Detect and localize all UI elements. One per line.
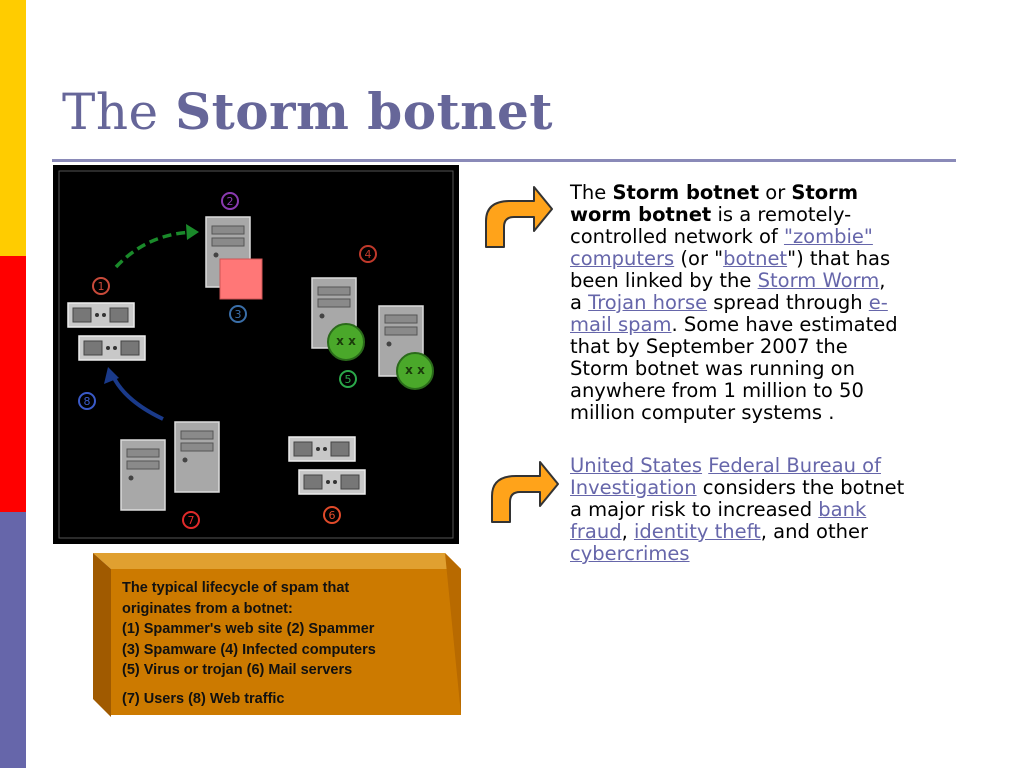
web-site-server-icon: [79, 336, 145, 360]
link-botnet[interactable]: botnet: [723, 247, 788, 270]
slide-title: [62, 82, 553, 141]
storm-botnet-description: The Storm botnet or Storm worm botnet is a remotely- controlled network of "zombie" computers (or "botnet") that has been linked by the Storm Worm, a Trojan horse spread through e- mail spam. Some have estimated that by September 2007 the Storm botnet was running on anywhere from 1 million to 50 million computer systems .: [570, 181, 898, 424]
link-email-spam[interactable]: mail spam: [570, 313, 672, 336]
web-site-server-icon: [68, 303, 134, 327]
diagram-label-1: [93, 278, 109, 294]
caption-line: (7) Users (8) Web traffic: [122, 690, 285, 707]
link-cybercrimes[interactable]: cybercrimes: [570, 542, 690, 565]
link-identity-theft[interactable]: identity theft: [633, 520, 761, 543]
accent-bar-yellow: [0, 0, 26, 256]
curved-arrow-bullet-icon: [484, 185, 556, 249]
link-bank-fraud[interactable]: bank: [818, 498, 867, 521]
title-prefix: The: [62, 83, 159, 141]
svg-text:x x: x x: [405, 363, 425, 377]
fbi-risk-description: United States Federal Bureau of Investigation considers the botnet a major risk to increased bank fraud, identity theft, and other cybercrimes: [570, 454, 905, 565]
mail-server-icon: [299, 470, 365, 494]
virus-icon: [328, 324, 364, 360]
link-storm-worm[interactable]: Storm Worm: [757, 269, 880, 292]
link-fbi[interactable]: Investigation: [570, 476, 697, 499]
svg-text:5: 5: [344, 373, 352, 386]
caption-line: (3) Spamware (4) Infected computers: [122, 641, 376, 658]
svg-text:7: 7: [187, 514, 195, 527]
diagram-label-5: [340, 371, 356, 387]
diagram-label-3: [230, 306, 246, 322]
spamware-icon: [220, 259, 262, 299]
link-trojan-horse[interactable]: Trojan horse: [588, 291, 708, 314]
link-email-spam[interactable]: e-: [868, 291, 888, 314]
svg-text:4: 4: [364, 248, 372, 261]
caption-line: The typical lifecycle of spam that: [122, 580, 350, 596]
spam-lifecycle-diagram: [53, 165, 459, 544]
caption-line: (1) Spammer's web site (2) Spammer: [122, 621, 375, 637]
title-main: Storm botnet: [175, 82, 553, 141]
user-computer-icon: [175, 422, 219, 492]
caption-line: originates from a botnet:: [122, 600, 293, 617]
diagram-caption-box: [93, 553, 463, 717]
link-united-states[interactable]: United States: [570, 454, 703, 477]
title-divider: [52, 159, 956, 162]
caption-line: (5) Virus or trojan (6) Mail servers: [122, 662, 353, 678]
link-zombie-computers[interactable]: "zombie": [783, 225, 873, 248]
diagram-caption: [122, 578, 442, 709]
diagram-label-8: [79, 393, 95, 409]
diagram-label-4: [360, 246, 376, 262]
diagram-label-6: [324, 507, 340, 523]
user-computer-icon: [121, 440, 165, 510]
curved-arrow-bullet-icon: [490, 460, 562, 524]
link-fbi[interactable]: Federal Bureau of: [708, 454, 881, 477]
svg-text:2: 2: [226, 195, 234, 208]
accent-bar-red: [0, 256, 26, 512]
diagram-label-2: [222, 193, 238, 209]
svg-text:3: 3: [234, 308, 242, 321]
svg-text:8: 8: [83, 395, 91, 408]
link-zombie-computers[interactable]: computers: [570, 247, 675, 270]
svg-text:6: 6: [328, 509, 336, 522]
link-bank-fraud[interactable]: fraud: [570, 520, 622, 543]
spam-flow-arrow: [116, 232, 195, 267]
virus-icon: [397, 353, 433, 389]
diagram-label-7: [183, 512, 199, 528]
web-traffic-arrow: [113, 376, 163, 419]
spam-flow-arrowhead: [186, 224, 199, 240]
mail-server-icon: [289, 437, 355, 461]
svg-text:x x: x x: [336, 334, 356, 348]
accent-bar-blue: [0, 512, 26, 768]
svg-text:1: 1: [97, 280, 105, 293]
